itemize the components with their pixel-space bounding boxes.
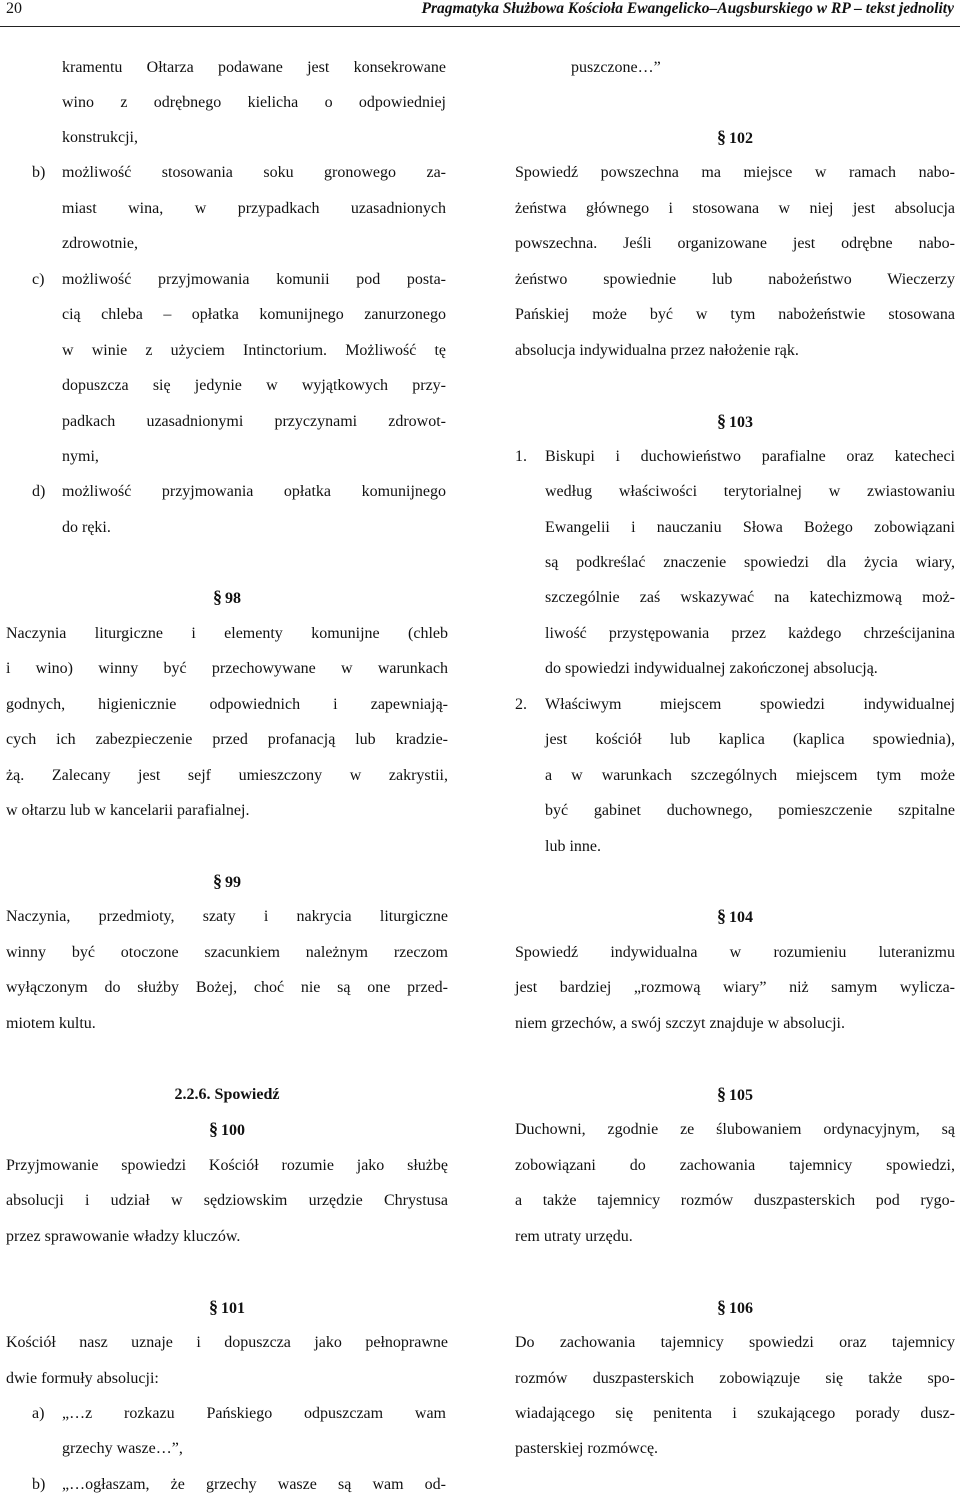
text-line: wino z odrębnego kielicha o odpowiedniej [62, 94, 446, 111]
section-heading-99: § 99 [213, 871, 241, 891]
section-sign: § [213, 871, 222, 891]
text-line: w winie z użyciem Intinctorium. Możliwość tę [62, 342, 446, 359]
text-line: „…z rozkazu Pańskiego odpuszczam wam [62, 1405, 446, 1422]
text-line: konstrukcji, [62, 129, 138, 146]
text-line: do spowiedzi indywidualnej zakończonej absolucją. [545, 660, 878, 677]
text-line: pasterskiej rozmówcę. [515, 1440, 659, 1457]
text-line: żeństwa głównego i stosowana w niej jest absolucja [515, 200, 955, 217]
section-heading-102: § 102 [717, 127, 753, 147]
text-line: wiadającego się penitenta i szukającego porady dusz- [515, 1405, 955, 1422]
text-line: dopuszcza się jedynie w wyjątkowych przy- [62, 377, 446, 394]
text-line: powszechna. Jeśli organizowane jest odrębne nabo- [515, 235, 955, 252]
section-sign: § [209, 1297, 218, 1317]
list-marker-2: 2. [515, 696, 527, 713]
text-line: „…ogłaszam, że grzechy wasze są wam od- [62, 1476, 446, 1493]
text-line: są podkreślać znaczenie spowiedzi dla życia wiary, [545, 554, 955, 571]
section-heading-101: § 101 [209, 1297, 245, 1317]
text-line: Przyjmowanie spowiedzi Kościół rozumie jako służbę [6, 1157, 448, 1174]
text-line: Spowiedź indywidualna w rozumieniu luteranizmu [515, 944, 955, 961]
text-line: puszczone…” [571, 59, 661, 76]
text-line: a w warunkach szczególnych miejscem tym może [545, 767, 955, 784]
chapter-heading: 2.2.6. Spowiedź [174, 1086, 280, 1103]
text-line: Kościół nasz uznaje i dopuszcza jako pełnoprawne [6, 1334, 448, 1351]
text-line: Duchowni, zgodnie ze ślubowaniem ordynacyjnym, są [515, 1121, 955, 1138]
page-header [0, 0, 960, 27]
text-line: cią chleba – opłatka komunijnego zanurzonego [62, 306, 446, 323]
text-line: Ewangelii i nauczaniu Słowa Bożego zobowiązani [545, 519, 955, 536]
text-line: lub inne. [545, 838, 601, 855]
text-line: rem utraty urzędu. [515, 1228, 633, 1245]
section-sign: § [209, 1119, 218, 1139]
section-sign: § [717, 1084, 726, 1104]
text-line: przez sprawowanie władzy kluczów. [6, 1228, 241, 1245]
text-line: absolucji i udział w sędziowskim urzędzie Chrystusa [6, 1192, 448, 1209]
section-sign: § [717, 1297, 726, 1317]
text-line: Do zachowania tajemnicy spowiedzi oraz tajemnicy [515, 1334, 955, 1351]
text-line: Biskupi i duchowieństwo parafialne oraz katecheci [545, 448, 955, 465]
list-marker-a: a) [32, 1405, 45, 1422]
section-sign: § [717, 411, 726, 431]
running-title: Pragmatyka Służbowa Kościoła Ewangelicko–Augsburskiego w RP – tekst jednolity [421, 0, 954, 17]
text-line: szczególnie zaś wskazywać na katechizmową moż- [545, 589, 955, 606]
text-line: cych ich zabezpieczenie przed profanacją lub kradzie- [6, 731, 448, 748]
text-line: wyłączonym do służby Bożej, choć nie są one przed- [6, 979, 448, 996]
list-marker-d: d) [32, 483, 46, 500]
text-line: według właściwości terytorialnej w zwiastowaniu [545, 483, 955, 500]
section-sign: § [717, 127, 726, 147]
section-heading-106: § 106 [717, 1297, 753, 1317]
text-line: Spowiedź powszechna ma miejsce w ramach nabo- [515, 164, 955, 181]
text-line: zobowiązani do zachowania tajemnicy spowiedzi, [515, 1157, 955, 1174]
text-line: godnych, higienicznie odpowiednich i zapewniają- [6, 696, 448, 713]
text-line: jest bardziej „rozmową wiary” niż samym wylicza- [515, 979, 955, 996]
text-line: winny być otoczone szacunkiem należnym rzeczom [6, 944, 448, 961]
text-line: Naczynia liturgiczne i elementy komunijne (chleb [6, 625, 448, 642]
text-line: niem grzechów, a swój szczyt znajduje w absolucji. [515, 1015, 845, 1032]
section-heading-104: § 104 [717, 906, 753, 926]
section-heading-100: § 100 [209, 1119, 245, 1139]
section-sign: § [213, 587, 222, 607]
section-heading-103: § 103 [717, 411, 753, 431]
text-line: miotem kultu. [6, 1015, 96, 1032]
section-heading-105: § 105 [717, 1084, 753, 1104]
section-heading-98: § 98 [213, 587, 241, 607]
text-line: miast wina, w przypadkach uzasadnionych [62, 200, 446, 217]
text-line: możliwość przyjmowania opłatka komunijnego [62, 483, 446, 500]
text-line: absolucja indywidualna przez nałożenie rąk. [515, 342, 799, 359]
text-line: dwie formuły absolucji: [6, 1370, 159, 1387]
text-line: zdrowotnie, [62, 235, 138, 252]
text-line: jest kościół lub kaplica (kaplica spowiednia), [545, 731, 955, 748]
list-marker-c: c) [32, 271, 45, 288]
list-marker-1: 1. [515, 448, 527, 465]
text-line: grzechy wasze…”, [62, 1440, 183, 1457]
text-line: żeństwo spowiednie lub nabożeństwo Wieczerzy [515, 271, 955, 288]
list-marker-b2: b) [32, 1476, 46, 1493]
text-line: w ołtarzu lub w kancelarii parafialnej. [6, 802, 250, 819]
text-line: Pańskiej może być w tym nabożeństwie stosowana [515, 306, 955, 323]
text-line: a także tajemnicy rozmów duszpasterskich pod rygo- [515, 1192, 955, 1209]
text-line: być gabinet duchownego, pomieszczenie szpitalne [545, 802, 955, 819]
text-line: Właściwym miejscem spowiedzi indywidualnej [545, 696, 955, 713]
text-line: rozmów duszpasterskich zobowiązuje się także spo- [515, 1370, 955, 1387]
text-line: żą. Zalecany jest sejf umieszczony w zakrystii, [6, 767, 448, 784]
text-line: możliwość przyjmowania komunii pod posta- [62, 271, 446, 288]
text-line: nymi, [62, 448, 99, 465]
text-line: padkach uzasadnionymi przyczynami zdrowot- [62, 413, 446, 430]
text-line: liwość przystępowania przez każdego chrześcijanina [545, 625, 955, 642]
text-line: Naczynia, przedmioty, szaty i nakrycia liturgiczne [6, 908, 448, 925]
text-line: i wino) winny być przechowywane w warunkach [6, 660, 448, 677]
text-line: do ręki. [62, 519, 111, 536]
section-sign: § [717, 906, 726, 926]
text-line: kramentu Ołtarza podawane jest konsekrowane [62, 59, 446, 76]
list-marker-b: b) [32, 164, 46, 181]
page-number: 20 [6, 0, 22, 17]
text-line: możliwość stosowania soku gronowego za- [62, 164, 446, 181]
